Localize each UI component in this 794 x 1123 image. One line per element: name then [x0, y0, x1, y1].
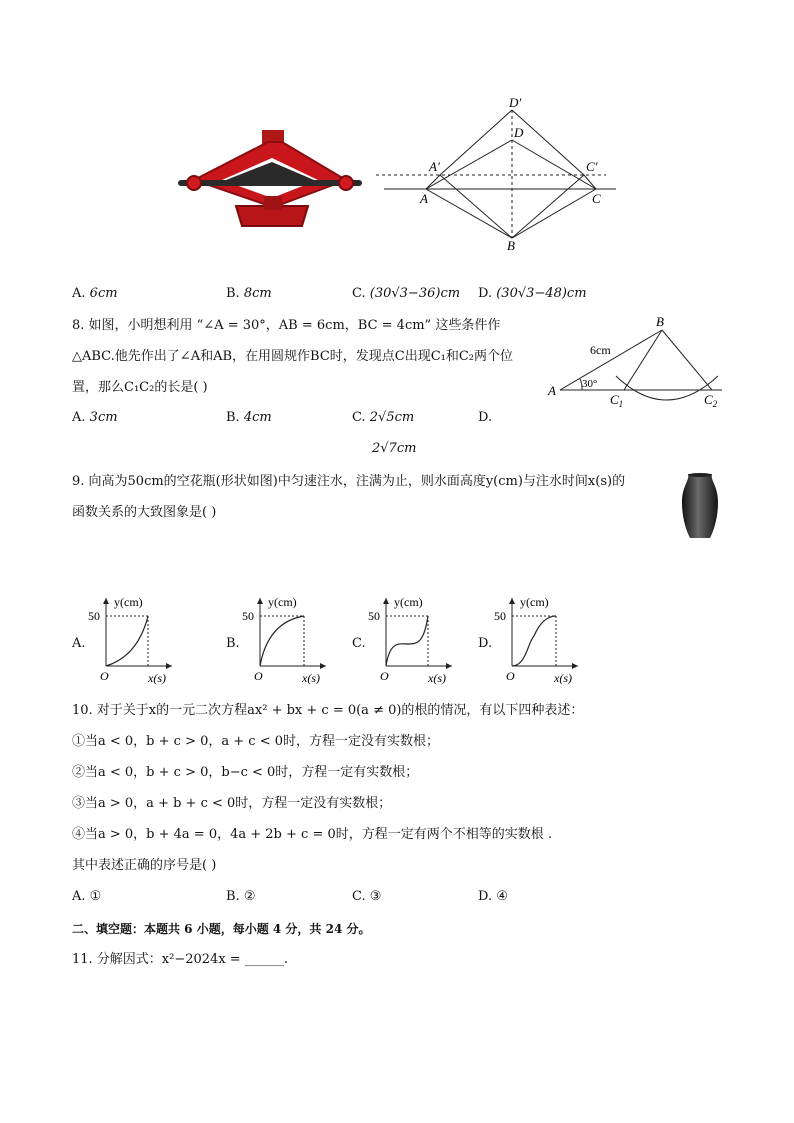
q10-option-c[interactable]: C. ③ — [352, 889, 382, 904]
label-c2: $C_2$ — [704, 392, 718, 409]
label-6cm: 6cm — [590, 343, 611, 357]
q8-option-d[interactable]: D. — [478, 410, 493, 425]
svg-text:x(s): x(s) — [148, 671, 166, 685]
vase-photo — [680, 472, 720, 540]
q10-line-1: 10. 对于关于x的一元二次方程ax² + bx + c = 0(a ≠ 0)的根的情况，有以下四种表述： — [72, 703, 584, 718]
label-d-prime: D′ — [509, 95, 522, 110]
q9-option-a-letter[interactable]: A. — [72, 636, 86, 651]
svg-text:O: O — [100, 669, 109, 683]
q10-statement-2: ②当a < 0，b + c > 0，b−c < 0时，方程一定有实数根； — [72, 765, 419, 780]
q10-question: 其中表述正确的序号是( ) — [72, 858, 217, 873]
q11-line: 11. 分解因式：x²−2024x = ______. — [72, 952, 288, 967]
q9-graph-c — [366, 592, 458, 688]
q10-option-d[interactable]: D. ④ — [478, 889, 508, 904]
q8-option-a[interactable]: A. 3cm — [72, 410, 118, 425]
svg-text:50: 50 — [368, 609, 380, 623]
label-c-prime: C′ — [586, 159, 598, 174]
svg-text:50: 50 — [494, 609, 506, 623]
label-a-prime: A′ — [429, 159, 440, 174]
svg-text:y(cm): y(cm) — [268, 595, 297, 609]
curve-a — [106, 616, 148, 666]
curve-c — [386, 616, 428, 666]
svg-text:x(s): x(s) — [554, 671, 572, 685]
svg-text:y(cm): y(cm) — [520, 595, 549, 609]
label-a: A — [548, 383, 556, 398]
q8-option-d-value: 2√7cm — [372, 441, 417, 456]
q7-option-c[interactable]: C. (30√3−36)cm — [352, 286, 461, 301]
label-c1: $C_1$ — [610, 392, 624, 409]
svg-text:O: O — [506, 669, 515, 683]
q10-statement-1: ①当a < 0，b + c > 0，a + c < 0时，方程一定没有实数根； — [72, 734, 439, 749]
section-heading: 二、填空题：本题共 6 小题，每小题 4 分，共 24 分。 — [72, 922, 371, 936]
q7-option-b[interactable]: B. 8cm — [226, 286, 272, 301]
svg-text:y(cm): y(cm) — [114, 595, 143, 609]
q10-statement-3: ③当a > 0，a + b + c < 0时，方程一定没有实数根； — [72, 796, 392, 811]
q7-option-d[interactable]: D. (30√3−48)cm — [478, 286, 587, 301]
label-b: B — [656, 314, 664, 329]
svg-text:y(cm): y(cm) — [394, 595, 423, 609]
label-d: D — [514, 125, 524, 140]
q8-line-3: 置，那么C₁C₂的长是( ) — [72, 380, 208, 395]
q8-option-b[interactable]: B. 4cm — [226, 410, 272, 425]
q9-graph-b — [240, 592, 332, 688]
rhombus-diagram — [370, 92, 620, 254]
q8-line-2: △ABC.他先作出了∠A和AB，在用圆规作BC时，发现点C出现C₁和C₂两个位 — [72, 349, 514, 364]
triangle-compass-diagram — [546, 314, 726, 410]
curve-d — [512, 616, 556, 666]
q10-option-b[interactable]: B. ② — [226, 889, 256, 904]
svg-text:50: 50 — [88, 609, 100, 623]
svg-text:x(s): x(s) — [302, 671, 320, 685]
car-jack-illustration — [176, 128, 364, 234]
svg-text:x(s): x(s) — [428, 671, 446, 685]
q10-statement-4: ④当a > 0，b + 4a = 0，4a + 2b + c = 0时，方程一定有两个不相等的实数根 . — [72, 827, 553, 842]
label-a: A — [420, 191, 428, 206]
label-b: B — [507, 238, 515, 253]
q8-option-c[interactable]: C. 2√5cm — [352, 410, 415, 425]
q9-option-c-letter[interactable]: C. — [352, 636, 366, 651]
triangle-figure — [546, 314, 726, 410]
q9-line-1: 9. 向高为50cm的空花瓶(形状如图)中匀速注水，注满为止，则水面高度y(cm)与注水时间x(s)的 — [72, 474, 626, 489]
rhombus-figure — [370, 92, 620, 254]
q9-graph-a — [86, 592, 178, 688]
car-jack-photo — [176, 128, 364, 234]
svg-text:O: O — [380, 669, 389, 683]
q9-option-b-letter[interactable]: B. — [226, 636, 240, 651]
q9-option-d-letter[interactable]: D. — [478, 636, 493, 651]
svg-text:50: 50 — [242, 609, 254, 623]
vase-illustration — [680, 472, 720, 540]
q9-line-2: 函数关系的大致图象是( ) — [72, 505, 217, 520]
q8-line-1: 8. 如图，小明想利用 “∠A = 30°，AB = 6cm，BC = 4cm” 这些条件作 — [72, 318, 501, 333]
label-30-degrees: 30° — [582, 378, 598, 390]
svg-text:O: O — [254, 669, 263, 683]
q10-option-a[interactable]: A. ① — [72, 889, 102, 904]
q7-option-a[interactable]: A. 6cm — [72, 286, 118, 301]
q9-graph-d — [492, 592, 584, 688]
curve-b — [260, 616, 304, 666]
label-c: C — [592, 191, 601, 206]
